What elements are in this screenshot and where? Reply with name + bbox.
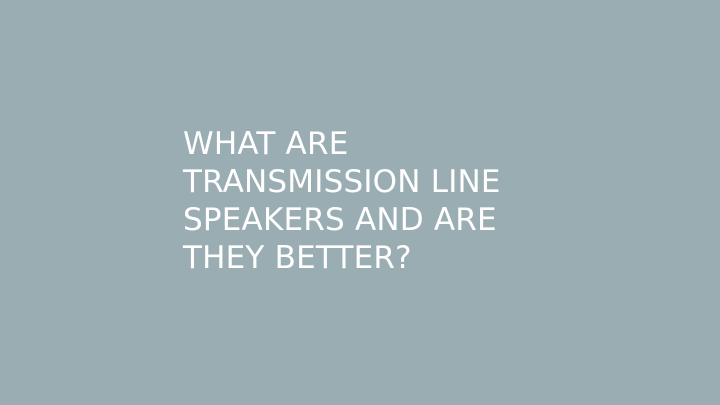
title-line-4: THEY BETTER?: [183, 240, 412, 276]
slide-title: [183, 125, 603, 277]
title-line-1: WHAT ARE: [183, 126, 349, 162]
title-line-3: SPEAKERS AND ARE: [183, 202, 497, 238]
title-line-2: TRANSMISSION LINE: [183, 164, 501, 200]
